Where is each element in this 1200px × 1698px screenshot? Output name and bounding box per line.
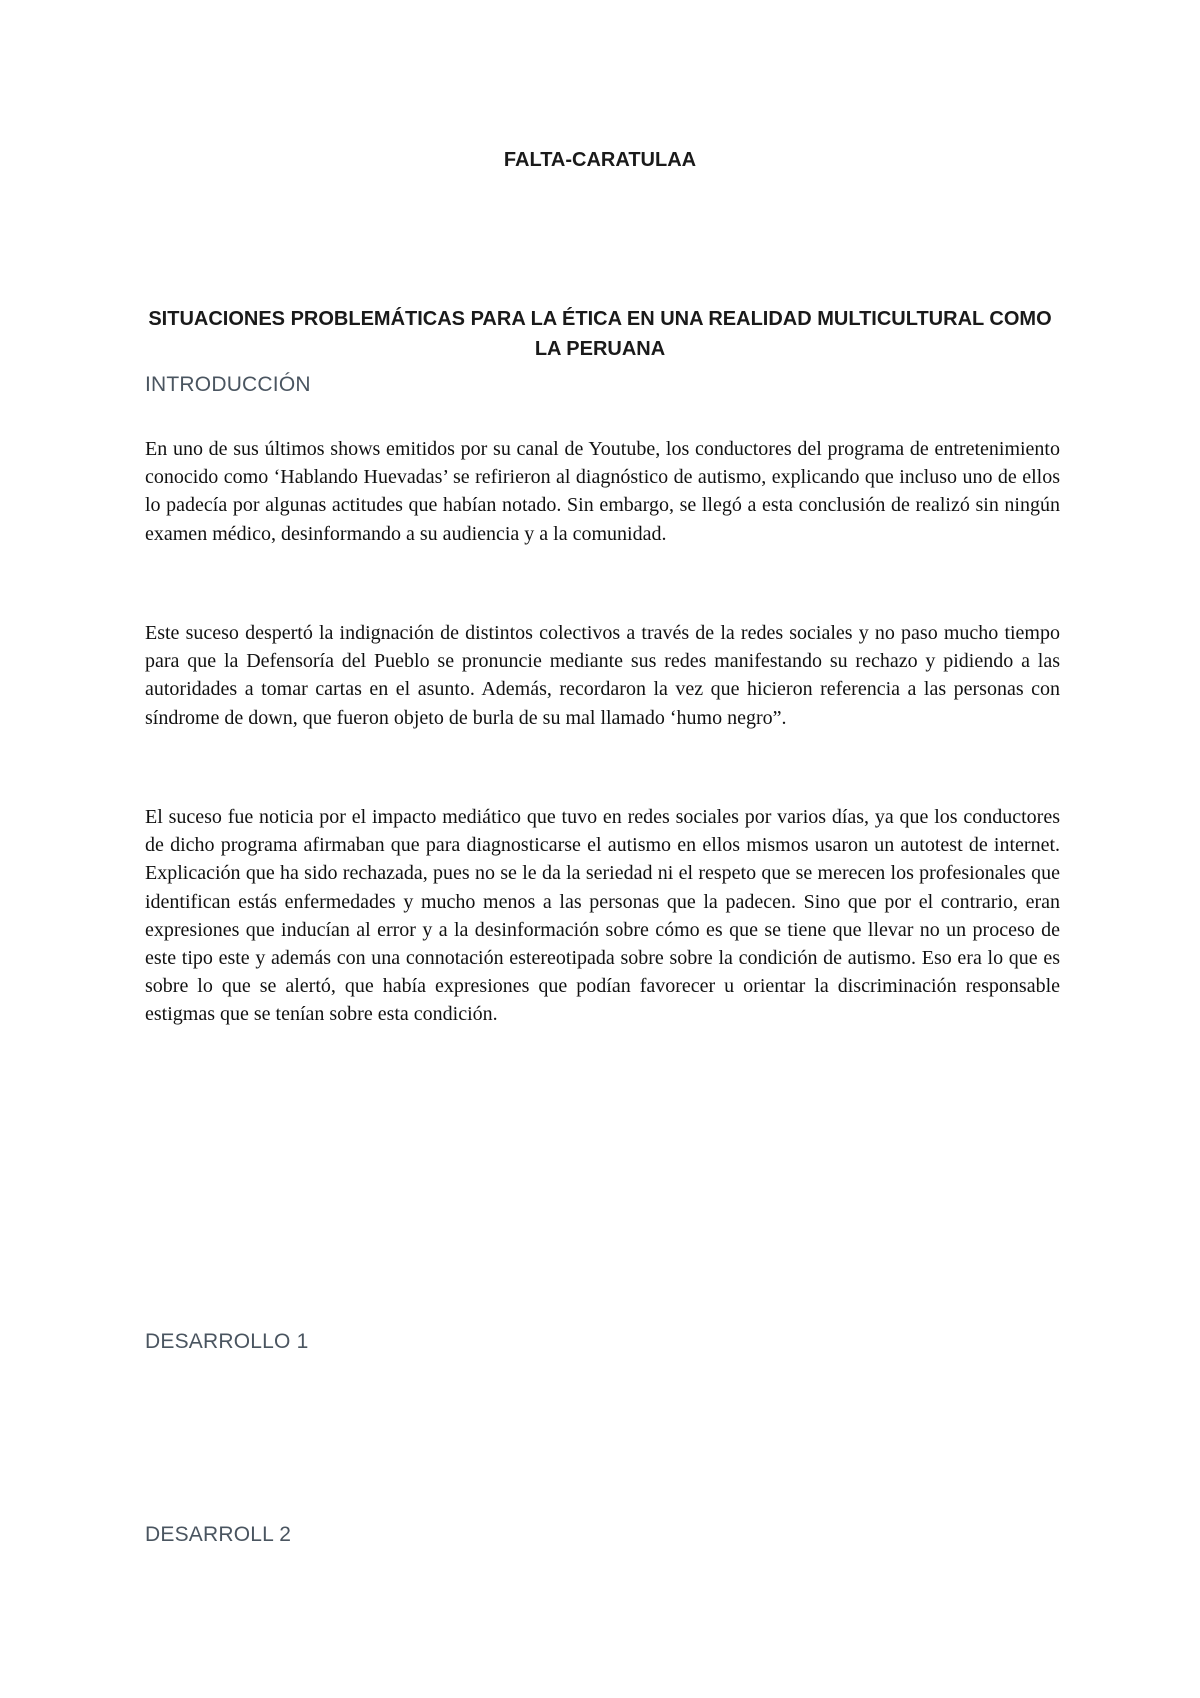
section-heading-development-2: DESARROLL 2 [145,1523,292,1546]
section-heading-development-1: DESARROLLO 1 [145,1330,309,1353]
intro-paragraph-2: Este suceso despertó la indignación de distintos colectivos a través de la redes sociales y no paso mucho tiempo para que la Defensoría del Pueblo se pronuncie mediante sus redes manifestando su rechazo y pidiendo a las autoridades a tomar cartas en el asunto. Además, recordaron la vez que hicieron referencia a las personas con síndrome de down, que fueron objeto de burla de su mal llamado ‘humo negro”. [145,622,1060,729]
cover-placeholder-title: FALTA-CARATULAA [503,149,697,171]
intro-paragraph-1: En uno de sus últimos shows emitidos por su canal de Youtube, los conductores del programa de entretenimiento conocido como ‘Hablando Huevadas’ se refirieron al diagnóstico de autismo, explicando que incluso uno de ellos lo padecía por algunas actitudes que habían notado. Sin embargo, se llegó a esta conclusión de realizó sin ningún examen médico, desinformando a su audiencia y a la comunidad. [145,438,1060,545]
document-title: SITUACIONES PROBLEMÁTICAS PARA LA ÉTICA EN UNA REALIDAD MULTICULTURAL COMO LA PERUANA [148,308,1052,360]
intro-paragraph-3: El suceso fue noticia por el impacto mediático que tuvo en redes sociales por varios días, ya que los conductores de dicho programa afirmaban que para diagnosticarse el autismo en ellos mismos usaron un autotest de internet. Explicación que ha sido rechazada, pues no se le da la seriedad ni el respeto que se merecen los profesionales que identifican estás enfermedades y mucho menos a las personas que la padecen. Sino que por el contrario, eran expresiones que inducían al error y a la desinformación sobre cómo es que se tiene que llevar no un proceso de este tipo este y además con una connotación estereotipada sobre sobre la condición de autismo. Eso era lo que es sobre lo que se alertó, que había expresiones que podían favorecer u orientar la discriminación responsable estigmas que se tenían sobre esta condición. [145,806,1060,1026]
section-heading-introduction: INTRODUCCIÓN [145,373,311,396]
